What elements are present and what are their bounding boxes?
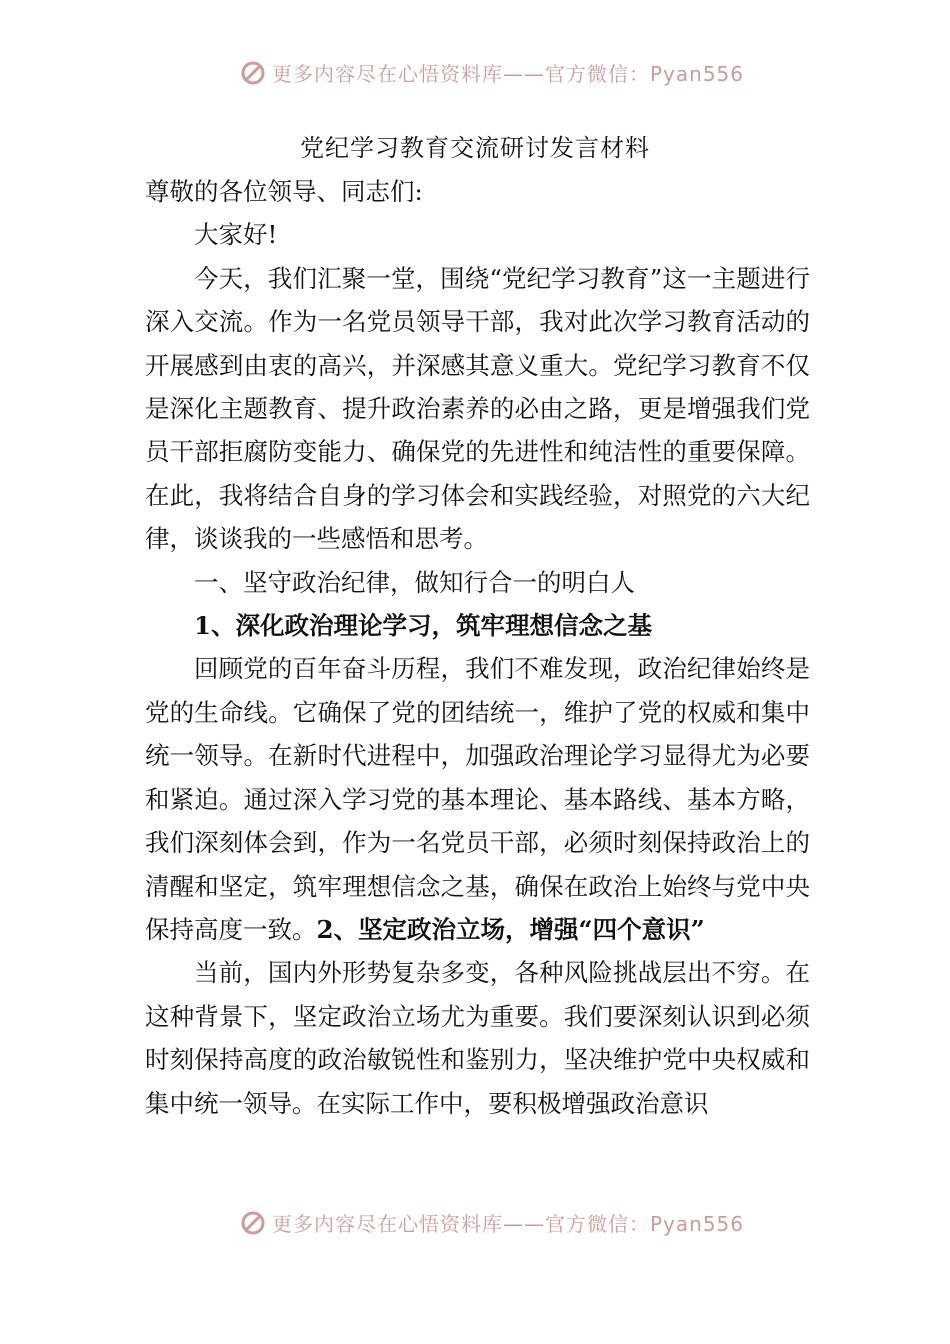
page-title: 党纪学习教育交流研讨发言材料: [300, 134, 650, 162]
greeting: 大家好!: [194, 220, 278, 250]
subsection-body-1-text: 回顾党的百年奋斗历程，我们不难发现，政治纪律始终是党的生命线。它确保了党的团结统一，维护了党的权威和集中统一领导。在新时代进程中，加强政治理论学习显得尤为必要和紧迫。通过深入学习党的基本理论、基本路线、基本方略，我们深刻体会到，作为一名党员干部，必须时刻保持政治上的清醒和坚定，筑牢理想信念之基，确保在政治上始终与党中央保持高度一致。: [145, 654, 810, 944]
header-watermark: [0, 50, 950, 90]
document-body: [145, 170, 810, 1125]
watermark-logo-icon: [240, 1210, 266, 1236]
subsection-heading-2: 2、坚定政治立场，增强“四个意识”: [316, 914, 705, 944]
subsection-body-2: 当前，国内外形势复杂多变，各种风险挑战层出不穷。在这种背景下，坚定政治立场尤为重要。我们要深刻认识到必须时刻保持高度的政治敏锐性和鉴别力，坚决维护党中央权威和集中统一领导。在实际工作中，要积极增强政治意识: [145, 958, 810, 1118]
footer-watermark: [0, 1200, 950, 1240]
subsection-heading-1: 1、深化政治理论学习，筑牢理想信念之基: [194, 611, 653, 641]
intro-paragraph: 今天，我们汇聚一堂，围绕“党纪学习教育”这一主题进行深入交流。作为一名党员领导干部，我对此次学习教育活动的开展感到由衷的高兴，并深感其意义重大。党纪学习教育不仅是深化主题教育、提升政治素养的必由之路，更是增强我们党员干部拒腐防变能力、确保党的先进性和纯洁性的重要保障。在此，我将结合自身的学习体会和实践经验，对照党的六大纪律，谈谈我的一些感悟和思考。: [145, 263, 810, 554]
salutation: 尊敬的各位领导、同志们:: [145, 177, 423, 206]
section-heading-1: 一、坚守政治纪律，做知行合一的明白人: [194, 567, 635, 597]
subsection-body-1: [145, 647, 810, 951]
watermark-text: 更多内容尽在心悟资料库——官方微信：Pyan556: [272, 1212, 745, 1236]
watermark-text: 更多内容尽在心悟资料库——官方微信：Pyan556: [272, 62, 745, 86]
watermark-logo-icon: [240, 60, 266, 86]
